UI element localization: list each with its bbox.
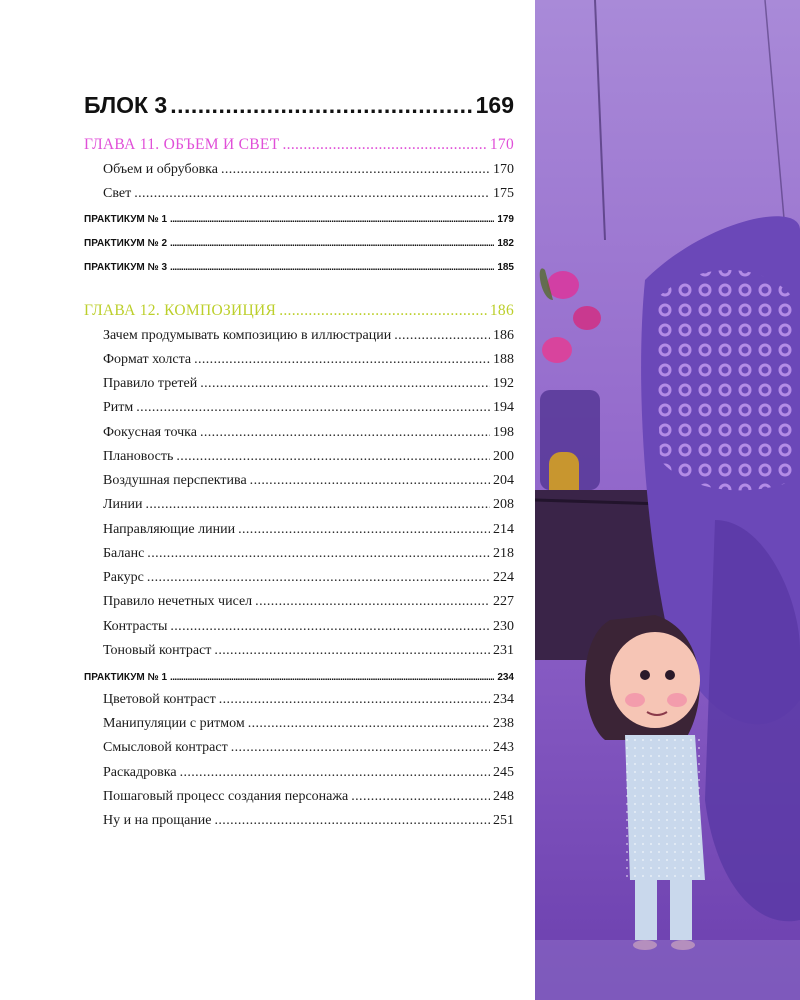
dot-leader	[200, 376, 490, 392]
dot-leader	[170, 238, 494, 249]
entry-title: Воздушная перспектива	[103, 473, 247, 488]
entry-title: Плановость	[103, 449, 174, 464]
dot-leader	[219, 692, 490, 708]
entry-page: 224	[493, 570, 514, 585]
toc-entry[interactable]	[103, 497, 514, 513]
entry-page: 214	[493, 522, 514, 537]
entry-title: Баланс	[103, 546, 145, 561]
dot-leader	[255, 594, 490, 610]
block-3-row[interactable]	[84, 92, 514, 119]
toc-entry[interactable]	[103, 619, 514, 635]
entry-title: Фокусная точка	[103, 425, 197, 440]
entry-title: Манипуляции с ритмом	[103, 716, 245, 731]
entry-page: 238	[493, 716, 514, 731]
dot-leader	[231, 740, 490, 756]
entry-title: Ракурс	[103, 570, 144, 585]
practicum-page: 182	[497, 238, 514, 249]
dot-leader	[170, 92, 472, 119]
toc-entry[interactable]	[103, 449, 514, 465]
entry-page: 186	[493, 328, 514, 343]
toc-entry[interactable]	[103, 765, 514, 781]
entry-page: 231	[493, 643, 514, 658]
practicum-row[interactable]	[84, 262, 514, 273]
entry-page: 218	[493, 546, 514, 561]
entry-title: Правило третей	[103, 376, 198, 391]
dot-leader	[250, 473, 490, 489]
block-title: БЛОК 3	[84, 92, 168, 118]
dot-leader	[248, 716, 490, 732]
block-page: 169	[475, 92, 514, 118]
entry-title: Смысловой контраст	[103, 740, 228, 755]
toc-entry[interactable]	[103, 425, 514, 441]
entry-page: 208	[493, 497, 514, 512]
dot-leader	[279, 302, 487, 320]
dot-leader	[136, 400, 490, 416]
entry-title: Пошаговый процесс создания персонажа	[103, 789, 349, 804]
entry-title: Формат холста	[103, 352, 192, 367]
practicum-row[interactable]	[84, 214, 514, 225]
practicum-row[interactable]	[84, 672, 514, 683]
chapter-12-row[interactable]	[84, 302, 514, 320]
dot-leader	[282, 136, 486, 154]
dot-leader	[170, 619, 490, 635]
toc-entry[interactable]	[103, 473, 514, 489]
dot-leader	[134, 186, 490, 202]
dot-leader	[170, 672, 494, 683]
entry-title: Контрасты	[103, 619, 168, 634]
toc-entry[interactable]	[103, 162, 514, 178]
toc-entry[interactable]	[103, 186, 514, 202]
entry-page: 245	[493, 765, 514, 780]
entry-title: Зачем продумывать композицию в иллюстрации	[103, 328, 392, 343]
dot-leader	[351, 789, 490, 805]
entry-title: Правило нечетных чисел	[103, 594, 253, 609]
dot-leader	[394, 328, 490, 344]
entry-title: Раскадровка	[103, 765, 177, 780]
entry-page: 248	[493, 789, 514, 804]
chapter-title: ГЛАВА 12. КОМПОЗИЦИЯ	[84, 302, 277, 319]
dot-leader	[170, 214, 494, 225]
toc-entry[interactable]	[103, 546, 514, 562]
chapter-page: 186	[489, 302, 514, 319]
practicum-title: ПРАКТИКУМ № 2	[84, 238, 168, 249]
toc-entry[interactable]	[103, 789, 514, 805]
toc-entry[interactable]	[103, 328, 514, 344]
dot-leader	[238, 522, 490, 538]
toc-entry[interactable]	[103, 570, 514, 586]
entry-title: Ритм	[103, 400, 134, 415]
dot-leader	[200, 425, 490, 441]
entry-page: 227	[493, 594, 514, 609]
floor	[535, 940, 800, 1000]
toc-entry[interactable]	[103, 643, 514, 659]
entry-page: 230	[493, 619, 514, 634]
entry-title: Тоновый контраст	[103, 643, 212, 658]
dot-leader	[147, 546, 490, 562]
chapter-page: 170	[489, 136, 514, 153]
entry-page: 192	[493, 376, 514, 391]
entry-page: 194	[493, 400, 514, 415]
entry-page: 200	[493, 449, 514, 464]
practicum-title: ПРАКТИКУМ № 1	[84, 672, 168, 683]
entry-title: Объем и обрубовка	[103, 162, 218, 177]
dot-leader	[221, 162, 490, 178]
entry-page: 234	[493, 692, 514, 707]
toc-entry[interactable]	[103, 352, 514, 368]
entry-page: 198	[493, 425, 514, 440]
practicum-page: 234	[497, 672, 514, 683]
entry-title: Направляющие линии	[103, 522, 236, 537]
entry-page: 175	[493, 186, 514, 201]
dot-leader	[194, 352, 490, 368]
entry-page: 188	[493, 352, 514, 367]
entry-title: Цветовой контраст	[103, 692, 216, 707]
entry-page: 243	[493, 740, 514, 755]
toc-entry[interactable]	[103, 740, 514, 756]
dot-leader	[215, 813, 491, 829]
toc-entry[interactable]	[103, 376, 514, 392]
toc-entry[interactable]	[103, 594, 514, 610]
practicum-page: 185	[497, 262, 514, 273]
dot-leader	[176, 449, 490, 465]
entry-page: 170	[493, 162, 514, 177]
toc-entry[interactable]	[103, 400, 514, 416]
toc-entry[interactable]	[103, 692, 514, 708]
practicum-page: 179	[497, 214, 514, 225]
chapter-11-row[interactable]	[84, 136, 514, 154]
practicum-title: ПРАКТИКУМ № 1	[84, 214, 168, 225]
entry-page: 204	[493, 473, 514, 488]
illustration-art	[535, 0, 800, 1000]
dot-leader	[180, 765, 490, 781]
toc-entry[interactable]	[103, 716, 514, 732]
entry-title: Свет	[103, 186, 132, 201]
practicum-title: ПРАКТИКУМ № 3	[84, 262, 168, 273]
entry-title: Ну и на прощание	[103, 813, 212, 828]
toc-entry[interactable]	[103, 813, 514, 829]
dot-leader	[147, 570, 490, 586]
toc-entry[interactable]	[103, 522, 514, 538]
dot-leader	[145, 497, 490, 513]
dot-leader	[170, 262, 494, 273]
entry-title: Линии	[103, 497, 143, 512]
entry-page: 251	[493, 813, 514, 828]
chapter-title: ГЛАВА 11. ОБЪЕМ И СВЕТ	[84, 136, 280, 153]
dot-leader	[214, 643, 490, 659]
practicum-row[interactable]	[84, 238, 514, 249]
